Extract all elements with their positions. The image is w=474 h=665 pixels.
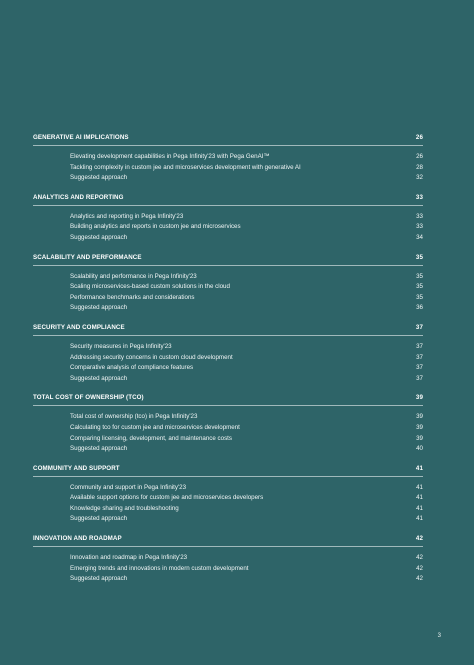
entry-page-number: 35 — [416, 293, 423, 301]
section-title: COMMUNITY AND SUPPORT — [33, 464, 120, 472]
section-page-number: 37 — [415, 323, 423, 331]
section-title: SCALABILITY AND PERFORMANCE — [33, 253, 142, 261]
toc-entry[interactable] — [33, 423, 423, 434]
entry-title: Comparative analysis of compliance features — [70, 364, 194, 372]
entry-title: Suggested approach — [70, 304, 128, 312]
entry-title: Knowledge sharing and troubleshooting — [70, 504, 179, 512]
entry-page-number: 35 — [416, 283, 423, 291]
entry-title: Suggested approach — [70, 174, 128, 182]
toc-section — [33, 323, 423, 384]
section-divider — [33, 335, 423, 336]
toc-entry[interactable] — [33, 222, 423, 233]
entry-page-number: 26 — [416, 153, 423, 160]
section-title: GENERATIVE AI IMPLICATIONS — [33, 134, 129, 141]
entry-page-number: 37 — [416, 342, 423, 350]
toc-entry[interactable] — [33, 434, 423, 445]
entry-page-number: 39 — [416, 413, 423, 421]
entry-title: Addressing security concerns in custom cloud development — [70, 353, 233, 361]
toc-section-heading[interactable] — [33, 133, 423, 143]
entry-page-number: 37 — [416, 364, 423, 372]
toc-entry[interactable] — [33, 173, 423, 184]
entry-page-number: 41 — [416, 483, 423, 491]
entry-page-number: 36 — [416, 304, 423, 312]
section-divider — [33, 476, 423, 477]
toc-entry[interactable] — [33, 514, 423, 525]
toc-entry[interactable] — [33, 444, 423, 455]
entry-title: Total cost of ownership (tco) in Pega Infinity'23 — [70, 413, 198, 421]
section-page-number: 26 — [415, 134, 423, 141]
toc-section-heading[interactable] — [33, 323, 423, 333]
entry-page-number: 28 — [416, 163, 423, 171]
entry-title: Performance benchmarks and considerations — [70, 293, 195, 301]
section-page-number: 41 — [415, 464, 423, 472]
section-page-number: 33 — [415, 193, 423, 201]
entry-title: Community and support in Pega Infinity'23 — [70, 483, 187, 491]
toc-section-heading[interactable] — [33, 193, 423, 203]
toc-entry[interactable] — [33, 412, 423, 423]
toc-section — [33, 464, 423, 525]
section-divider — [33, 205, 423, 206]
toc-section — [33, 133, 423, 184]
section-page-number: 35 — [415, 253, 423, 261]
section-title: ANALYTICS AND REPORTING — [33, 193, 124, 201]
entry-title: Emerging trends and innovations in modern custom development — [70, 564, 249, 572]
toc-entry[interactable] — [33, 553, 423, 564]
entry-title: Scalability and performance in Pega Infinity'23 — [70, 272, 197, 280]
toc-entry[interactable] — [33, 374, 423, 385]
toc-entry[interactable] — [33, 504, 423, 515]
toc-section-heading[interactable] — [33, 464, 423, 474]
entry-title: Analytics and reporting in Pega Infinity'23 — [70, 212, 184, 220]
entry-page-number: 33 — [416, 212, 423, 220]
toc-section-heading[interactable] — [33, 253, 423, 263]
page-number: 3 — [437, 633, 441, 639]
toc-entry[interactable] — [33, 574, 423, 585]
toc-section-heading[interactable] — [33, 534, 423, 544]
toc-section — [33, 534, 423, 585]
toc-entry[interactable] — [33, 342, 423, 353]
entry-title: Calculating tco for custom jee and microservices development — [70, 423, 240, 431]
entry-page-number: 41 — [416, 494, 423, 502]
entry-page-number: 39 — [416, 434, 423, 442]
entry-page-number: 33 — [416, 223, 423, 231]
entry-page-number: 41 — [416, 515, 423, 523]
section-title: INNOVATION AND ROADMAP — [33, 535, 122, 543]
entry-title: Security measures in Pega Infinity'23 — [70, 342, 172, 350]
entry-page-number: 42 — [416, 564, 423, 572]
toc-entry[interactable] — [33, 282, 423, 293]
toc-section — [33, 393, 423, 454]
entry-page-number: 37 — [416, 374, 423, 382]
entry-title: Suggested approach — [70, 233, 128, 241]
section-divider — [33, 265, 423, 266]
toc-entry[interactable] — [33, 272, 423, 283]
toc-entry[interactable] — [33, 293, 423, 304]
entry-title: Building analytics and reports in custom jee and microservices — [70, 223, 241, 231]
toc-entry[interactable] — [33, 163, 423, 174]
table-of-contents — [33, 133, 423, 594]
toc-entry[interactable] — [33, 233, 423, 244]
entry-title: Comparing licensing, development, and maintenance costs — [70, 434, 232, 442]
entry-title: Suggested approach — [70, 374, 128, 382]
entry-page-number: 40 — [416, 445, 423, 453]
entry-page-number: 41 — [416, 504, 423, 512]
toc-entry[interactable] — [33, 493, 423, 504]
section-divider — [33, 405, 423, 406]
section-page-number: 39 — [415, 394, 423, 402]
entry-title: Available support options for custom jee and microservices developers — [70, 494, 264, 502]
toc-entry[interactable] — [33, 152, 423, 163]
section-title: TOTAL COST OF OWNERSHIP (TCO) — [33, 394, 144, 402]
section-divider — [33, 145, 423, 146]
section-page-number: 42 — [415, 535, 423, 543]
toc-entry[interactable] — [33, 363, 423, 374]
entry-page-number: 32 — [416, 174, 423, 182]
toc-section — [33, 193, 423, 244]
entry-page-number: 39 — [416, 423, 423, 431]
entry-title: Elevating development capabilities in Pega Infinity'23 with Pega GenAI™ — [70, 153, 270, 160]
entry-title: Suggested approach — [70, 515, 128, 523]
entry-page-number: 42 — [416, 554, 423, 562]
toc-section — [33, 253, 423, 314]
section-title: SECURITY AND COMPLIANCE — [33, 323, 125, 331]
entry-title: Scaling microservices-based custom solutions in the cloud — [70, 283, 230, 291]
entry-page-number: 34 — [416, 233, 423, 241]
toc-section-heading[interactable] — [33, 393, 423, 403]
entry-page-number: 35 — [416, 272, 423, 280]
entry-title: Suggested approach — [70, 445, 128, 453]
entry-title: Tackling complexity in custom jee and microservices development with generative AI — [70, 163, 301, 171]
toc-entry[interactable] — [33, 212, 423, 223]
entry-page-number: 37 — [416, 353, 423, 361]
toc-entry[interactable] — [33, 353, 423, 364]
toc-entry[interactable] — [33, 303, 423, 314]
entry-title: Innovation and roadmap in Pega Infinity'23 — [70, 554, 188, 562]
toc-entry[interactable] — [33, 564, 423, 575]
entry-title: Suggested approach — [70, 575, 128, 583]
toc-entry[interactable] — [33, 483, 423, 494]
entry-page-number: 42 — [416, 575, 423, 583]
section-divider — [33, 546, 423, 547]
